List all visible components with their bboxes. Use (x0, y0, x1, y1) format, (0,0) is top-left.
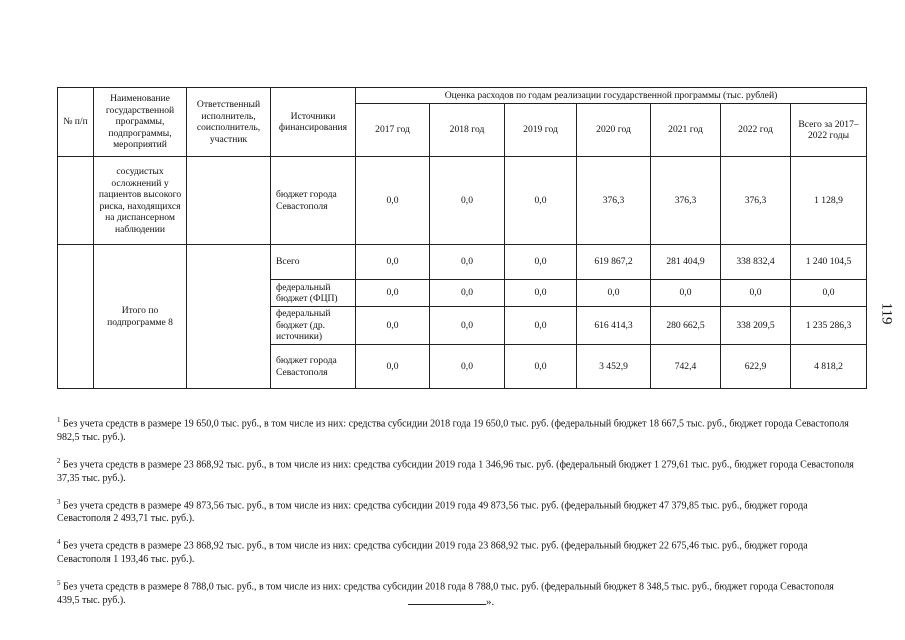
signature-line (408, 595, 486, 605)
value-cell: 0,0 (430, 280, 505, 307)
footnote-mark: 3 (57, 497, 61, 506)
value-cell: 1 235 286,3 (791, 307, 867, 345)
row-source-cell: федеральный бюджет (др. источники) (271, 307, 356, 345)
footnote-text: Без учета средств в размере 23 868,92 тыс. руб., в том числе из них: средства субсидии 2019 года 1 346,96 тыс. руб. (федеральный бюджет 1 279,61 тыс. руб., бюджет города Севастополя 37,35 тыс. руб.). (57, 459, 854, 484)
row-responsible-cell (187, 245, 271, 389)
page-number: 119 (878, 302, 895, 325)
value-cell: 376,3 (577, 157, 651, 245)
value-cell: 0,0 (430, 157, 505, 245)
value-cell: 0,0 (356, 307, 430, 345)
value-cell: 0,0 (430, 307, 505, 345)
value-cell: 0,0 (356, 345, 430, 389)
row-responsible-cell (187, 157, 271, 245)
header-sources: Источники финансирования (271, 88, 356, 157)
header-row-1 (58, 88, 867, 104)
value-cell: 0,0 (505, 307, 577, 345)
footnote (57, 414, 857, 444)
footnote-text: Без учета средств в размере 23 868,92 тыс. руб., в том числе из них: средства субсидии 2019 года 23 868,92 тыс. руб. (федеральный бюджет 22 675,46 тыс. руб., бюджет города Севастополя 1 193,46 тыс. руб.). (57, 540, 808, 566)
closing-mark (408, 595, 494, 608)
value-cell: 3 452,9 (577, 345, 651, 389)
value-cell: 4 818,2 (791, 345, 867, 389)
value-cell: 0,0 (791, 280, 867, 307)
row-name-cell: сосудистых осложнений у пациентов высокого риска, находящихся на диспансерном наблюдении (94, 157, 187, 245)
header-year: 2018 год (430, 104, 505, 157)
footnote-mark: 1 (57, 416, 61, 424)
header-cost-estimate: Оценка расходов по годам реализации государственной программы (тыс. рублей) (356, 88, 867, 104)
value-cell: 616 414,3 (577, 307, 651, 345)
value-cell: 0,0 (356, 157, 430, 245)
header-responsible: Ответственный исполнитель, соисполнитель, участник (187, 88, 271, 157)
value-cell: 619 867,2 (577, 245, 651, 280)
row-source-cell: бюджет города Севастополя (271, 157, 356, 245)
value-cell: 0,0 (430, 245, 505, 280)
header-name: Наименование государственной программы, подпрограммы, мероприятий (94, 88, 187, 157)
closing-quote: ». (486, 596, 495, 608)
subtotal-name-cell: Итого по подпрограмме 8 (94, 245, 187, 389)
value-cell: 0,0 (505, 345, 577, 389)
value-cell: 338 832,4 (721, 245, 791, 280)
header-year: 2022 год (721, 104, 791, 157)
header-total: Всего за 2017–2022 годы (791, 104, 867, 157)
value-cell: 0,0 (505, 157, 577, 245)
value-cell: 376,3 (651, 157, 721, 245)
row-source-cell: бюджет города Севастополя (271, 345, 356, 389)
footnote-mark: 4 (57, 538, 61, 547)
value-cell: 0,0 (721, 280, 791, 307)
value-cell: 376,3 (721, 157, 791, 245)
value-cell: 0,0 (577, 280, 651, 307)
header-year: 2021 год (651, 104, 721, 157)
value-cell: 0,0 (356, 280, 430, 307)
value-cell: 0,0 (651, 280, 721, 307)
footnotes (57, 414, 857, 618)
budget-table (57, 87, 867, 389)
value-cell: 0,0 (505, 245, 577, 280)
header-year: 2017 год (356, 104, 430, 157)
value-cell: 0,0 (356, 245, 430, 280)
row-source-cell: федеральный бюджет (ФЦП) (271, 280, 356, 307)
value-cell: 280 662,5 (651, 307, 721, 345)
footnote (57, 536, 857, 566)
value-cell: 742,4 (651, 345, 721, 389)
value-cell: 281 404,9 (651, 245, 721, 280)
row-num-cell (58, 157, 94, 245)
footnote (57, 496, 857, 526)
value-cell: 0,0 (505, 280, 577, 307)
footnote-text: Без учета средств в размере 19 650,0 тыс. руб., в том числе из них: средства субсидии 2018 года 19 650,0 тыс. руб. (федеральный бюджет 18 667,5 тыс. руб., бюджет города Севастополя 982,5 тыс. руб.). (57, 418, 849, 443)
footnote-text: Без учета средств в размере 8 788,0 тыс. руб., в том числе из них: средства субсидии 2018 года 8 788,0 тыс. руб. (федеральный бюджет 8 348,5 тыс. руб., бюджет города Севастополя 439,5 тыс. руб.). (57, 581, 834, 607)
row-num-cell (58, 245, 94, 389)
table-row (58, 157, 867, 245)
value-cell: 338 209,5 (721, 307, 791, 345)
footnote-mark: 2 (57, 456, 61, 465)
header-year: 2019 год (505, 104, 577, 157)
header-num: № п/п (58, 88, 94, 157)
footnote-text: Без учета средств в размере 49 873,56 тыс. руб., в том числе из них: средства субсидии 2019 года 49 873,56 тыс. руб. (федеральный бюджет 47 379,85 тыс. руб., бюджет города Севастополя 2 493,71 тыс. руб.). (57, 499, 808, 525)
row-source-cell: Всего (271, 245, 356, 280)
header-year: 2020 год (577, 104, 651, 157)
table-row (58, 245, 867, 280)
value-cell: 622,9 (721, 345, 791, 389)
value-cell: 0,0 (430, 345, 505, 389)
footnote-mark: 5 (57, 579, 61, 588)
value-cell: 1 128,9 (791, 157, 867, 245)
value-cell: 1 240 104,5 (791, 245, 867, 280)
footnote (57, 455, 857, 485)
